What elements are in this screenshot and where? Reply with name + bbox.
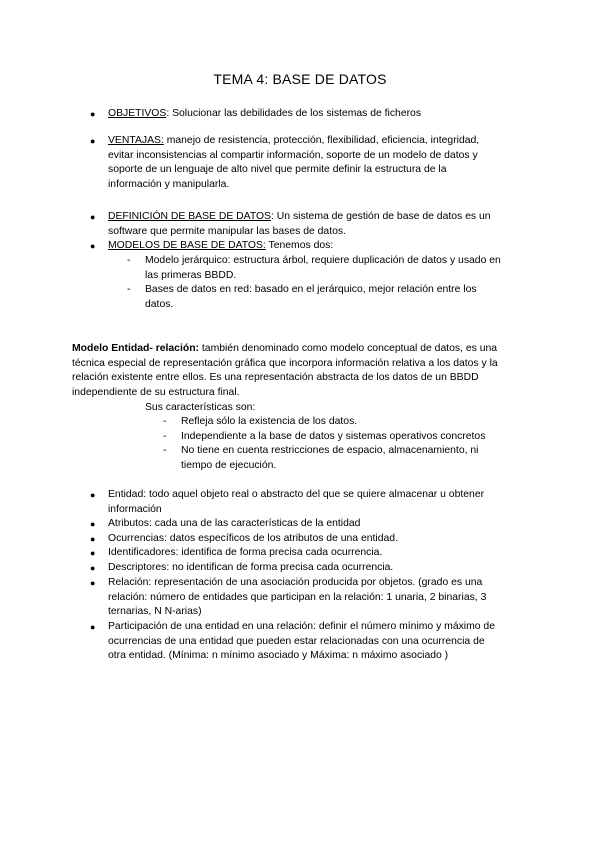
- dash-marker: -: [127, 255, 131, 266]
- ventajas-line: evitar inconsistencias al compartir información, soporte de un modelo de datos y: [108, 149, 478, 161]
- objetivos-text: : Solucionar las debilidades de los sistemas de ficheros: [166, 108, 422, 119]
- modelo-jerarquico: Modelo jerárquico: estructura árbol, requiere duplicación de datos y usado en las primeras BBDD.: [145, 255, 501, 281]
- dash-marker: -: [127, 284, 131, 295]
- bullet-icon: ●: [90, 109, 96, 119]
- concepto-atributos: Atributos: cada una de las características de la entidad: [108, 518, 361, 529]
- ventajas-line: soporte de un lenguaje de alto nivel que permite definir la estructura de la: [108, 164, 447, 175]
- bullet-icon: ●: [90, 622, 96, 632]
- modelos-label: MODELOS DE BASE DE DATOS:: [108, 240, 266, 251]
- ventajas-line: información y manipularla.: [108, 178, 230, 190]
- bullet-icon: ●: [90, 563, 96, 573]
- concepto-identificadores: Identificadores: identifica de forma precisa cada ocurrencia.: [108, 547, 383, 558]
- bullet-icon: ●: [90, 136, 96, 146]
- bullet-icon: ●: [90, 519, 96, 529]
- bullet-icon: ●: [90, 534, 96, 544]
- bullet-icon: ●: [90, 548, 96, 558]
- caracteristicas-intro: Sus características son:: [145, 402, 256, 413]
- dash-marker: -: [163, 416, 167, 427]
- modelo-er-paragraph: Modelo Entidad- relación: también denominado como modelo conceptual de datos, es una técnica especial de representación gráfica que incorpora información relativa a los datos y la relación existente entre ellos. Es una representación abstracta de los datos de un BBDD independiente de su estructura final.: [72, 343, 498, 398]
- dash-marker: -: [163, 445, 167, 456]
- bullet-icon: ●: [90, 212, 96, 222]
- bullet-icon: ●: [90, 578, 96, 588]
- bullet-icon: ●: [90, 490, 96, 500]
- concepto-relacion: Relación: representación de una asociación producida por objetos. (grado es una relación: número de entidades que participan en la relación: 1 unaria, 2 binarias, 3 ternarias, N N-arias): [108, 577, 487, 617]
- caracteristica-item: Independiente a la base de datos y sistemas operativos concretos: [181, 431, 486, 442]
- dash-marker: -: [163, 431, 167, 442]
- definicion-label: DEFINICIÓN DE BASE DE DATOS: [108, 211, 272, 222]
- modelos-text: Tenemos dos:: [265, 240, 334, 251]
- concepto-participacion: Participación de una entidad en una relación: definir el número mínimo y máximo de ocurrencias de una entidad que pueden estar relacionadas con una ocurrencia de otra entidad. (Mínima: n mínimo asociado y Máxima: n máximo asociado ): [108, 621, 495, 661]
- caracteristica-item: No tiene en cuenta restricciones de espacio, almacenamiento, ni tiempo de ejecución.: [181, 445, 479, 471]
- objetivos-label: OBJETIVOS: [108, 108, 167, 119]
- modelo-red: Bases de datos en red: basado en el jerárquico, mejor relación entre los datos.: [145, 284, 477, 310]
- caracteristica-item: Refleja sólo la existencia de los datos.: [181, 416, 358, 427]
- modelo-er-label: Modelo Entidad- relación:: [72, 343, 200, 354]
- definicion-line: software que permite manipular las bases de datos.: [108, 225, 346, 237]
- ventajas-line: manejo de resistencia, protección, flexibilidad, eficiencia, integridad,: [163, 135, 480, 146]
- page-title: TEMA 4: BASE DE DATOS: [213, 71, 387, 87]
- definicion-line: : Un sistema de gestión de base de datos es un: [271, 211, 491, 222]
- concepto-descriptores: Descriptores: no identifican de forma precisa cada ocurrencia.: [108, 562, 394, 573]
- bullet-icon: ●: [90, 241, 96, 251]
- concepto-entidad: Entidad: todo aquel objeto real o abstracto del que se quiere almacenar u obtener información: [108, 489, 485, 515]
- ventajas-label: VENTAJAS:: [108, 135, 164, 146]
- concepto-ocurrencias: Ocurrencias: datos específicos de los atributos de una entidad.: [108, 533, 398, 544]
